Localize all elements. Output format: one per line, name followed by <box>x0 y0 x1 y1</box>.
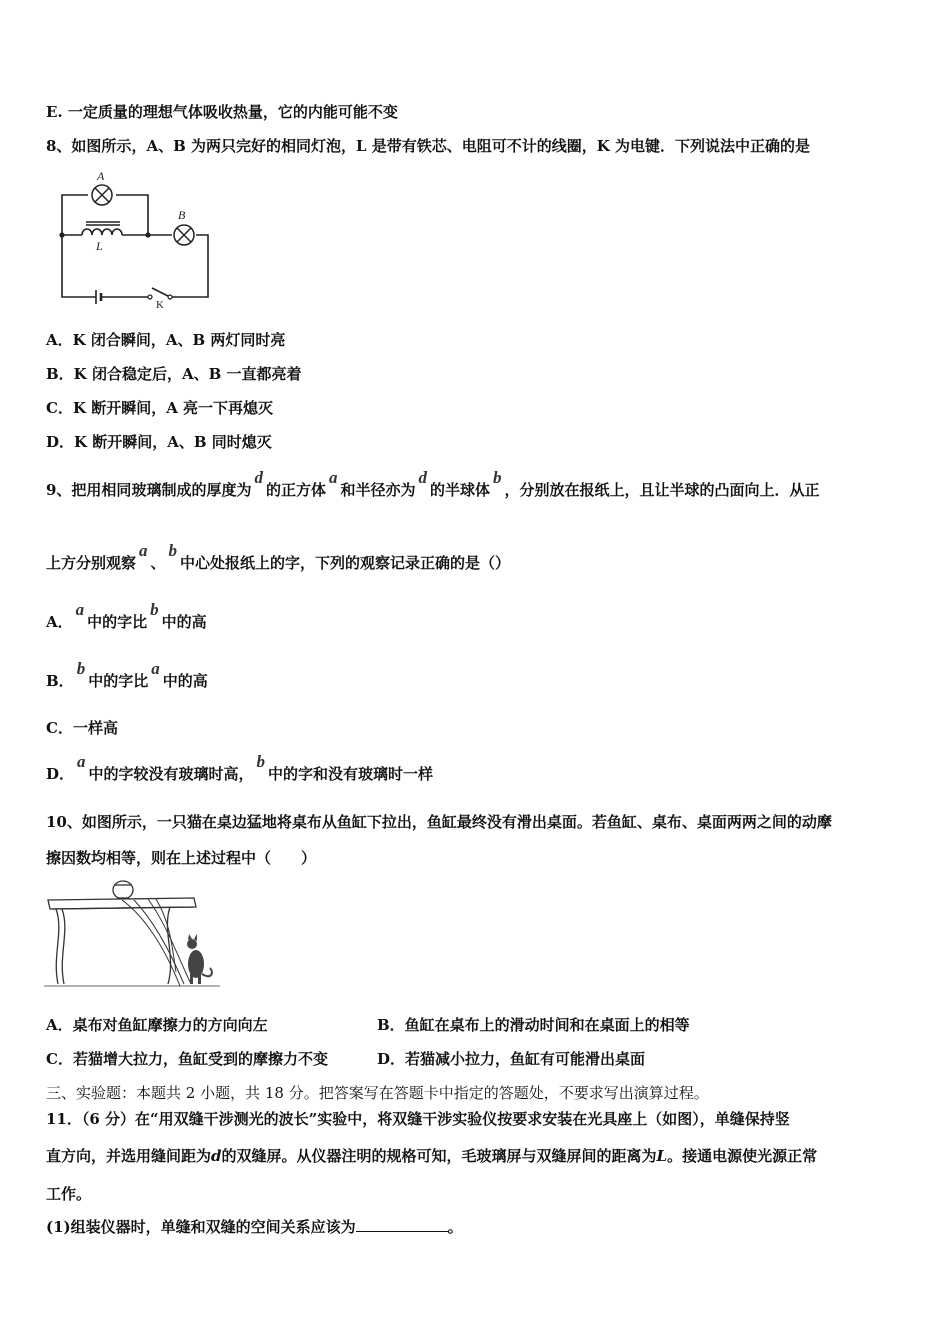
var-d: d <box>211 1147 222 1165</box>
q9-option-d: D．a中的字较没有玻璃时高，b中的字和没有玻璃时一样 <box>46 752 434 783</box>
var-d: d <box>254 468 263 487</box>
q8-option-d: D．K 断开瞬间，A、B 同时熄灭 <box>46 433 272 451</box>
fishbowl-icon <box>113 881 133 899</box>
label-l: L <box>96 239 103 253</box>
q11-stem-line1: 11．（6 分）在“用双缝干涉测光的波长”实验中，将双缝干涉实验仪按要求安装在光具座上（如图），单缝保持竖 <box>46 1110 790 1128</box>
q10-stem-line2: 擦因数均相等，则在上述过程中（ ） <box>46 849 317 867</box>
answer-blank[interactable] <box>356 1217 448 1232</box>
q9-option-b: B．b中的字比a中的高 <box>46 659 208 690</box>
q10-option-a: A．桌布对鱼缸摩擦力的方向向左 <box>46 1016 268 1034</box>
label-a: A <box>97 169 105 183</box>
label-b: B <box>178 208 186 222</box>
q9-option-a: A．a中的字比b中的高 <box>46 600 207 631</box>
q8-option-c: C．K 断开瞬间，A 亮一下再熄灭 <box>46 399 274 417</box>
q9-option-c: C．一样高 <box>46 719 118 737</box>
var-a: a <box>328 468 338 487</box>
var-a: a <box>139 541 148 560</box>
var-b: b <box>493 468 502 487</box>
section-3-heading: 三、实验题：本题共 2 小题，共 18 分。把答案写在答题卡中指定的答题处，不要求写出演算过程。 <box>46 1084 709 1102</box>
q8-option-a: A．K 闭合瞬间，A、B 两灯同时亮 <box>46 331 286 349</box>
q9-stem-line1: 9、把用相同玻璃制成的厚度为d的正方体a和半径亦为d的半球体b，分别放在报纸上，且让半球的凸面向上．从正 <box>46 468 820 499</box>
q10-option-b: B．鱼缸在桌布上的滑动时间和在桌面上的相等 <box>377 1016 690 1034</box>
q7-option-e: E. 一定质量的理想气体吸收热量，它的内能可能不变 <box>46 103 398 121</box>
q8-option-b: B．K 闭合稳定后，A、B 一直都亮着 <box>46 365 302 383</box>
var-b: b <box>168 541 178 560</box>
q10-option-d: D．若猫减小拉力，鱼缸有可能滑出桌面 <box>377 1050 646 1068</box>
lamp-b-icon <box>174 225 194 245</box>
var-d: d <box>418 468 427 487</box>
var-l: L <box>656 1147 668 1165</box>
label-k: K <box>156 299 164 310</box>
q11-subquestion-1: (1)组装仪器时，单缝和双缝的空间关系应该为 。 <box>46 1218 463 1236</box>
q8-stem: 8、如图所示，A、B 为两只完好的相同灯泡，L 是带有铁芯、电阻可不计的线圈，K 为电键．下列说法中正确的是 <box>46 137 811 155</box>
cat-table-figure <box>44 876 224 992</box>
q10-option-c: C．若猫增大拉力，鱼缸受到的摩擦力不变 <box>46 1050 328 1068</box>
cat-icon <box>187 934 212 984</box>
q9-stem-line2: 上方分别观察a、b中心处报纸上的字，下列的观察记录正确的是（） <box>46 541 511 572</box>
circuit-diagram <box>52 166 216 310</box>
lamp-a-icon <box>92 185 112 205</box>
q10-stem-line1: 10、如图所示，一只猫在桌边猛地将桌布从鱼缸下拉出，鱼缸最终没有滑出桌面。若鱼缸、桌布、桌面两两之间的动摩 <box>46 813 832 831</box>
q11-stem-line3: 工作。 <box>46 1185 92 1203</box>
q11-stem-line2: 直方向，并选用缝间距为d的双缝屏。从仪器注明的规格可知，毛玻璃屏与双缝屏间的距离为L。接通电源使光源正常 <box>46 1147 818 1165</box>
